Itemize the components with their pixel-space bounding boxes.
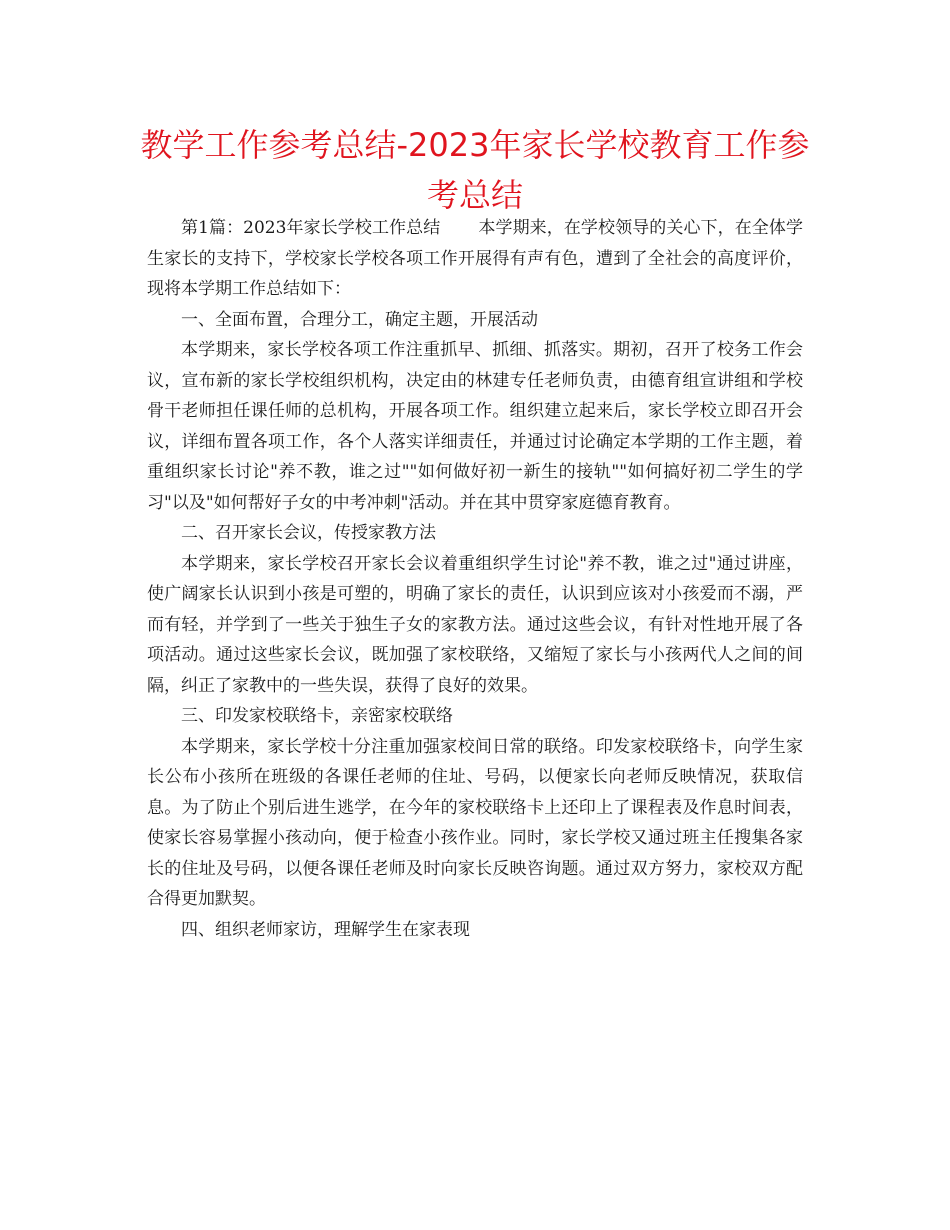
document-body [147, 213, 803, 945]
section-heading-1: 一、全面布置，合理分工，确定主题，开展活动 [181, 309, 538, 330]
section-heading-3: 三、印发家校联络卡，亲密家校联络 [181, 706, 453, 726]
section-body-2: 本学期来，家长学校召开家长会议着重组织学生讨论"养不教，谁之过"通过讲座，使广阔家长认识到小孩是可塑的，明确了家长的责任，认识到应该对小孩爱而不溺，严而有轻，并学到了一些关于独生子女的家教方法。通过这些会议，有针对性地开展了各项活动。通过这些家长会议，既加强了家校联络，又缩短了家长与小孩两代人之间的间隔，纠正了家教中的一些失误，获得了良好的效果。 [147, 553, 803, 696]
section-body-3: 本学期来，家长学校十分注重加强家校间日常的联络。印发家校联络卡，向学生家长公布小孩所在班级的各课任老师的住址、号码，以便家长向老师反映情况，获取信息。为了防止个别后进生逃学，在今年的家校联络卡上还印上了课程表及作息时间表，使家长容易掌握小孩动向，便于检查小孩作业。同时，家长学校又通过班主任搜集各家长的住址及号码，以便各课任老师及时向家长反映咨询题。通过双方努力，家校双方配合得更加默契。 [147, 736, 803, 909]
section-heading-4: 四、组织老师家访，理解学生在家表现 [181, 919, 470, 940]
document-title: 教学工作参考总结-2023年家长学校教育工作参考总结 [140, 126, 810, 214]
section-body-1: 本学期来，家长学校各项工作注重抓早、抓细、抓落实。期初，召开了校务工作会议，宣布新的家长学校组织机构，决定由的林建专任老师负责，由德育组宣讲组和学校骨干老师担任课任师的总机构，开展各项工作。组织建立起来后，家长学校立即召开会议，详细布置各项工作，各个人落实详细责任，并通过讨论确定本学期的工作主题，着重组织家长讨论"养不教，谁之过""如何做好初一新生的接轨""如何搞好初二学生的学习"以及"如何帮好子女的中考冲刺"活动。并在其中贯穿家庭德育教育。 [147, 340, 803, 513]
intro-text: 本学期来，在学校领导的关心下，在全体学生家长的支持下，学校家长学校各项工作开展得有声有色，遭到了全社会的高度评价，现将本学期工作总结如下： [147, 218, 803, 299]
intro-label: 第1篇：2023年家长学校工作总结 [181, 218, 441, 238]
intro-paragraph [147, 213, 803, 305]
section-heading-2: 二、召开家长会议，传授家教方法 [181, 523, 436, 543]
